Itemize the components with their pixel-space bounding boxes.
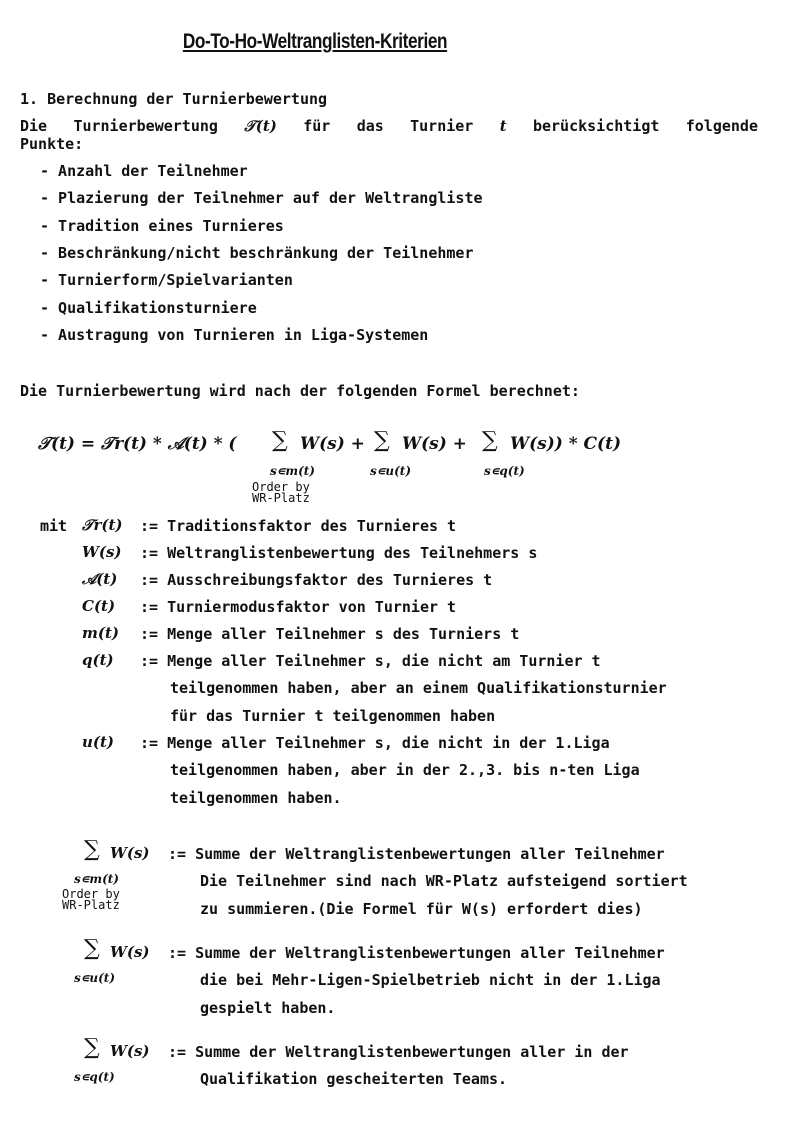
- definition-text: := Menge aller Teilnehmer s, die nicht in der 1.Liga: [140, 734, 610, 752]
- formula-term-3: W(s)) * C(t): [510, 434, 621, 454]
- sum-symbol: ∑: [84, 1035, 100, 1060]
- definition-text: := Menge aller Teilnehmer s des Turniers t: [140, 625, 520, 643]
- sum-term: W(s): [110, 1042, 150, 1060]
- sum-definition-text: := Summe der Weltranglistenbewertungen aller Teilnehmer: [168, 944, 665, 962]
- sum-definition-text: Die Teilnehmer sind nach WR-Platz aufsteigend sortiert: [200, 872, 688, 891]
- list-item: - Plazierung der Teilnehmer auf der Weltrangliste: [40, 189, 483, 208]
- sum-definition-text: := Summe der Weltranglistenbewertungen aller in der: [168, 1043, 629, 1061]
- definition-symbol: W(s): [82, 543, 122, 561]
- definition-symbol: u(t): [82, 733, 115, 751]
- definition-symbol: q(t): [82, 651, 114, 669]
- definition-symbol: 𝒜(t): [82, 570, 118, 588]
- intro-word: berücksichtigt: [532, 117, 660, 135]
- definition-text: teilgenommen haben.: [170, 788, 342, 807]
- definition-text: := Ausschreibungsfaktor des Turnieres t: [140, 571, 493, 589]
- intro-line: [20, 117, 758, 135]
- intro-word: Turnier: [410, 117, 474, 135]
- formula-sub-2: s∊u(t): [370, 464, 411, 478]
- definition-text: für das Turnier t teilgenommen haben: [170, 706, 496, 725]
- list-item: - Tradition eines Turnieres: [40, 216, 284, 235]
- sum-subscript: s∊m(t): [74, 872, 119, 886]
- sum-definition-text: := Summe der Weltranglistenbewertungen aller Teilnehmer: [168, 845, 665, 863]
- formula-sub-1: s∊m(t): [270, 464, 315, 478]
- definition-text: := Menge aller Teilnehmer s, die nicht am Turnier t: [140, 652, 601, 670]
- intro-line-2: Punkte:: [20, 135, 84, 153]
- definition-symbol: C(t): [82, 597, 116, 615]
- list-item: - Austragung von Turnieren in Liga-Systemen: [40, 325, 429, 344]
- sum-symbol: ∑: [482, 428, 498, 453]
- sum-symbol: ∑: [374, 428, 390, 453]
- formula-sub-3: s∊q(t): [484, 464, 525, 478]
- definition-text: teilgenommen haben, aber an einem Qualifikationsturnier: [170, 679, 667, 698]
- list-item: - Turnierform/Spielvarianten: [40, 271, 293, 290]
- sum-symbol: ∑: [272, 428, 288, 453]
- tournament-symbol: t: [499, 117, 507, 135]
- list-item: - Beschränkung/nicht beschränkung der Teilnehmer: [40, 243, 474, 262]
- formula-term-1: W(s) +: [300, 434, 365, 454]
- intro-word: folgende: [685, 117, 758, 135]
- definition-symbol: 𝒯r(t): [82, 516, 123, 534]
- definition-text: := Weltranglistenbewertung des Teilnehmers s: [140, 544, 538, 562]
- formula-lhs: 𝒯(t) = 𝒯r(t) * 𝒜(t) * (: [38, 434, 237, 454]
- page-title: Do-To-Ho-Weltranglisten-Kriterien: [182, 30, 448, 53]
- intro-word: für: [303, 117, 331, 135]
- sum-definition-text: die bei Mehr-Ligen-Spielbetrieb nicht in der 1.Liga: [200, 971, 661, 990]
- list-item: - Anzahl der Teilnehmer: [40, 162, 248, 180]
- order-note: Order by WR-Platz: [252, 480, 310, 505]
- definition-prefix: mit: [40, 517, 68, 535]
- intro-word: Die: [20, 117, 48, 135]
- definition-text: teilgenommen haben, aber in der 2.,3. bis n-ten Liga: [170, 761, 640, 780]
- order-note: Order by WR-Platz: [62, 887, 120, 912]
- tournament-score-symbol: 𝒯(t): [244, 117, 277, 135]
- sum-definition-text: zu summieren.(Die Formel für W(s) erfordert dies): [200, 899, 643, 918]
- definition-text: := Turniermodusfaktor von Turnier t: [140, 598, 457, 616]
- formula-term-2: W(s) +: [402, 434, 467, 454]
- sum-definition-text: Qualifikation gescheiterten Teams.: [200, 1070, 508, 1089]
- sum-symbol: ∑: [84, 936, 100, 961]
- definition-text: := Traditionsfaktor des Turnieres t: [140, 517, 457, 535]
- sum-definition-text: gespielt haben.: [200, 998, 336, 1017]
- definition-symbol: m(t): [82, 624, 119, 642]
- intro-word: das: [356, 117, 384, 135]
- formula-intro: Die Turnierbewertung wird nach der folgenden Formel berechnet:: [20, 382, 580, 400]
- section-heading: 1. Berechnung der Turnierbewertung: [20, 90, 328, 108]
- sum-symbol: ∑: [84, 837, 100, 862]
- sum-subscript: s∊q(t): [74, 1070, 115, 1084]
- sum-term: W(s): [110, 943, 150, 961]
- list-item: - Qualifikationsturniere: [40, 298, 257, 317]
- intro-word: Turnierbewertung: [73, 117, 218, 135]
- sum-subscript: s∊u(t): [74, 971, 115, 985]
- sum-term: W(s): [110, 844, 150, 862]
